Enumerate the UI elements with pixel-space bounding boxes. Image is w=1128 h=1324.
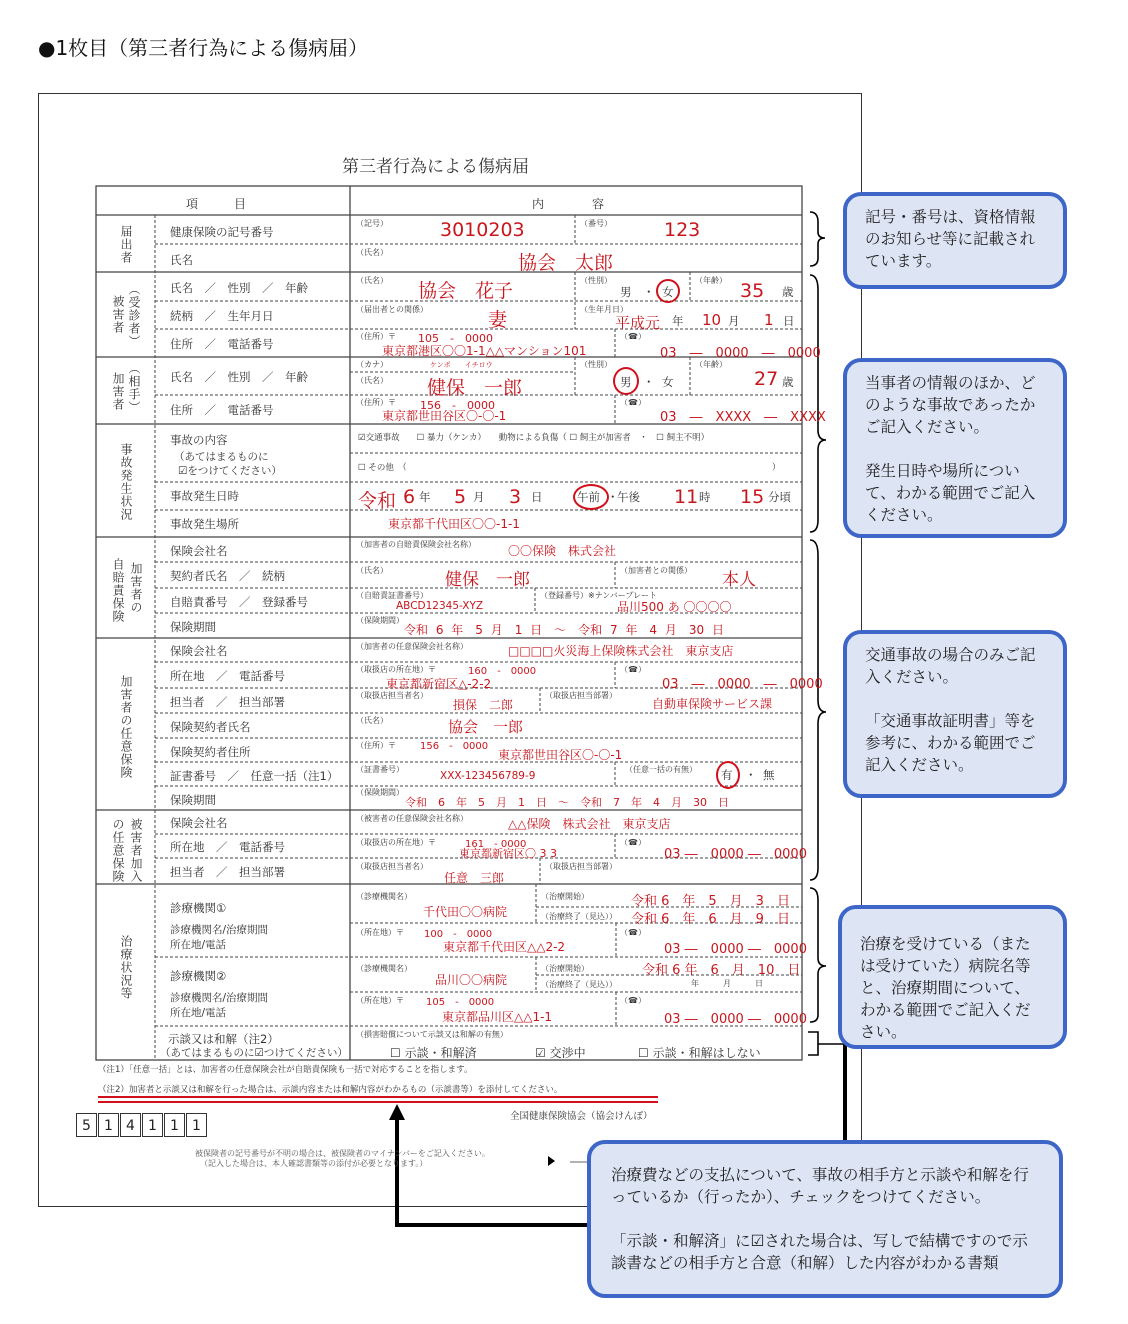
value-n-czip[interactable]: 156 - 0000 [420, 741, 489, 752]
value-h2-start[interactable]: 令和 6 年 6 月 10 日 [642, 963, 801, 978]
item-h1-sub1: 診療機関名/治療期間 [170, 924, 269, 936]
value-kigou[interactable]: 3010203 [440, 219, 525, 241]
label-h2-name: （診療機関名） [356, 964, 412, 973]
label-c-period: （保険期間） [356, 616, 404, 625]
value-n-period[interactable]: 令和 6 年 5 月 1 日 ～ 令和 7 年 4 月 30 日 [405, 796, 729, 809]
callout-text: 記号・番号は、資格情報のお知らせ等に記載されています。 [865, 208, 1036, 270]
value-h1-start[interactable]: 令和 6 年 5 月 3 日 [631, 894, 790, 909]
value-v-birth-day[interactable]: 1 [764, 311, 774, 329]
label-c-company: （加害者の自賠責保険会社名称） [356, 540, 476, 549]
acc-day-unit: 日 [531, 490, 543, 504]
value-c-period[interactable]: 令和 6 年 5 月 1 日 ～ 令和 7 年 4 月 30 日 [404, 623, 724, 637]
item-n-loc: 所在地 ／ 電話番号 [170, 669, 285, 683]
form-number-digit: 1 [98, 1113, 119, 1137]
section-accident: 事故発生状況 [119, 443, 133, 521]
item-v-name: 氏名 ／ 性別 ／ 年齢 [170, 281, 308, 295]
value-o-zip[interactable]: 156 - 0000 [420, 399, 495, 412]
item-h1-sub2: 所在地/電話 [170, 939, 227, 951]
value-v-birth-era[interactable]: 平成元 [615, 314, 661, 332]
value-acc-hour[interactable]: 11 [674, 486, 699, 508]
value-p-tel[interactable]: 03 ― 0000 ― 0000 [664, 847, 807, 862]
item-p-loc: 所在地 ／ 電話番号 [170, 840, 285, 854]
footnote-1: 被保険者の記号番号が不明の場合は、被保険者のマイナンバーをご記入ください。 [195, 1149, 490, 1158]
acc-pm[interactable]: 午後 [617, 490, 640, 504]
value-notifier-name[interactable]: 協会 太郎 [518, 252, 614, 274]
value-v-tel[interactable]: 03 ― 0000 ― 0000 [660, 346, 821, 361]
label-n-company: （加害者の任意保険会社名称） [356, 642, 468, 651]
section-victim-sub: （受診者） [127, 283, 141, 348]
item-settle-hint: （あてはまるものに☑つけてください） [160, 1047, 348, 1059]
value-h1-tel[interactable]: 03 ― 0000 ― 0000 [664, 942, 807, 957]
birth-year-unit: 年 [672, 314, 684, 328]
item-insurance-no: 健康保険の記号番号 [170, 225, 274, 239]
selected-circle [716, 761, 740, 789]
birth-month-unit: 月 [728, 314, 740, 328]
item-n-cert: 証書番号 ／ 任意一括（注1） [170, 769, 339, 783]
label-h2-start: （治療開始） [541, 964, 589, 973]
value-h2-addr[interactable]: 東京都品川区△△1-1 [442, 1010, 553, 1024]
section-voluntary: 加害者の任意保険 [119, 675, 133, 779]
label-p-company: （被害者の任意保険会社名称） [356, 814, 468, 823]
label-v-rel: （届出者との関係） [356, 305, 428, 314]
section-cali: 自賠責保険 [111, 558, 125, 623]
value-n-company[interactable]: □□□□火災海上保険株式会社 東京支店 [508, 644, 734, 658]
label-name: （氏名） [356, 248, 388, 257]
value-c-company[interactable]: 〇〇保険 株式会社 [508, 544, 617, 558]
value-h1-name[interactable]: 千代田〇〇病院 [423, 905, 508, 919]
page-title: ●1枚目（第三者行為による傷病届） [38, 36, 369, 60]
callout-treatment [838, 905, 1067, 1049]
item-acc-hint2: ☑をつけてください） [178, 465, 282, 477]
note-2: （注2）加害者と示談又は和解を行った場合は、示談内容または和解内容がわかるもの（示談書等）を添付してください。 [98, 1085, 563, 1095]
callout-text: 「交通事故証明書」等を参考に、わかる範囲でご記入ください。 [865, 712, 1036, 774]
label-n-staff: （取扱店担当者名） [356, 691, 428, 700]
label-h1-tel: （☎） [620, 928, 646, 937]
label-h2-addr: （所在地）〒 [356, 996, 404, 1005]
label-o-name: （氏名） [356, 376, 388, 385]
acc-hour-unit: 時 [699, 490, 711, 504]
label-v-tel: （☎） [620, 332, 646, 341]
value-c-rel[interactable]: 本人 [722, 570, 756, 590]
label-o-sex: （性別） [580, 360, 612, 369]
o-sex-male[interactable]: 男 [620, 375, 632, 389]
label-c-name: （氏名） [356, 566, 388, 575]
item-h2-sub2: 所在地/電話 [170, 1007, 227, 1019]
acc-am[interactable]: 午前 [577, 490, 600, 504]
form-number-digit: 1 [142, 1113, 163, 1137]
value-n-dept[interactable]: 自動車保険サービス課 [652, 697, 773, 711]
label-h2-tel: （☎） [620, 996, 646, 1005]
value-n-zip[interactable]: 160 - 0000 [468, 666, 537, 677]
v-sex-male[interactable]: 男 [620, 285, 632, 299]
callout-text: 治療を受けている（または受けていた）病院名等と、治療期間について、わかる範囲でご記入ください。 [860, 935, 1031, 1041]
v-sex-female[interactable]: 女 [662, 285, 674, 299]
value-v-name[interactable]: 協会 花子 [418, 280, 514, 302]
section-victim-ins: の任意保険 [111, 818, 125, 883]
value-v-rel[interactable]: 妻 [488, 309, 508, 331]
selected-circle [613, 367, 639, 395]
value-h2-tel[interactable]: 03 ― 0000 ― 0000 [664, 1012, 807, 1027]
callout-text: 「示談・和解済」に☑された場合は、写しで結構ですので示談書などの相手方と合意（和解）した内容がわかる書類 [611, 1232, 1028, 1272]
value-p-addr[interactable]: 東京都新宿区〇 3 3 [459, 847, 557, 860]
value-acc-day[interactable]: 3 [509, 486, 522, 508]
label-n-cert: （証書番号） [356, 765, 404, 774]
item-v-rel: 続柄 ／ 生年月日 [170, 309, 274, 323]
acc-year-unit: 年 [419, 490, 431, 504]
value-v-age[interactable]: 35 [740, 280, 765, 302]
item-n-caddr: 保険契約者住所 [170, 745, 251, 759]
o-sex-female[interactable]: 女 [662, 375, 674, 389]
label-c-reg: （登録番号）※ナンバープレート [540, 591, 658, 600]
callout-text: 発生日時や場所について、わかる範囲でご記入ください。 [865, 462, 1036, 524]
label-n-ikkatsu: （任意一括の有無） [625, 765, 697, 774]
value-n-caddr[interactable]: 東京都世田谷区〇-〇-1 [498, 748, 623, 762]
label-h2-end: （治療終了（見込）） [541, 980, 617, 989]
label-p-tel: （☎） [620, 838, 646, 847]
label-c-rel: （加害者との関係） [620, 566, 692, 575]
value-acc-min[interactable]: 15 [740, 486, 765, 508]
form-number-digit: 1 [186, 1113, 207, 1137]
form-title: 第三者行為による傷病届 [342, 157, 529, 177]
callout-settlement [587, 1140, 1063, 1298]
value-o-age[interactable]: 27 [754, 368, 779, 390]
callout-text: 当事者の情報のほか、どのような事故であったかご記入ください。 [865, 374, 1036, 436]
label-h1-name: （診療機関名） [356, 892, 412, 901]
label-o-kana: （カナ） [356, 360, 388, 369]
ikkatsu-no[interactable]: 無 [763, 768, 775, 782]
ikkatsu-dot: ・ [745, 768, 757, 782]
settle-negotiating-checkbox[interactable]: ☑ 交渉中 [535, 1046, 586, 1060]
label-o-age: （年齢） [695, 360, 727, 369]
label-o-addr: （住所）〒 [356, 398, 396, 407]
section-cali-sub: 加害者の [129, 562, 143, 614]
item-o-name: 氏名 ／ 性別 ／ 年齢 [170, 370, 308, 384]
item-acc-hint1: （あてはまるものに [174, 451, 269, 463]
value-h1-end[interactable]: 令和 6 年 6 月 9 日 [631, 912, 790, 927]
value-acc-month[interactable]: 5 [454, 486, 467, 508]
item-settle: 示談又は和解（注2） [168, 1032, 279, 1046]
value-c-reg[interactable]: 品川500 あ 〇〇〇〇 [617, 600, 732, 614]
callout-text: 交通事故の場合のみご記入ください。 [865, 646, 1036, 686]
section-victim: 被害者 [111, 295, 125, 334]
value-o-tel[interactable]: 03 ― XXXX ― XXXX [660, 410, 826, 425]
callout-traffic-accident [843, 630, 1067, 798]
label-p-dept: （取扱店担当部署） [545, 862, 617, 871]
value-p-company[interactable]: △△保険 株式会社 東京支店 [508, 817, 671, 831]
value-acc-year[interactable]: 6 [403, 486, 416, 508]
header-content: 内 容 [532, 197, 605, 211]
label-p-addr: （取扱店の所在地）〒 [356, 838, 436, 847]
ikkatsu-yes[interactable]: 有 [721, 768, 733, 782]
footnote-2: （記入した場合は、本人確認書類等の添付が必要となります。） [200, 1159, 428, 1168]
label-n-dept: （取扱店担当部署） [545, 691, 617, 700]
o-age-unit: 歳 [782, 375, 794, 389]
label-bangou: （番号） [580, 219, 612, 228]
label-v-age: （年齢） [695, 276, 727, 285]
acc-ampm-dot: ・ [607, 490, 619, 504]
label-kigou: （記号） [356, 219, 388, 228]
item-h2-sub1: 診療機関名/治療期間 [170, 992, 269, 1004]
section-victim-ins-sub: 被害者加入 [129, 818, 143, 883]
organization: 全国健康保険協会（協会けんぽ） [510, 1111, 653, 1122]
selected-circle [656, 279, 680, 303]
acc-min-unit: 分頃 [768, 490, 791, 504]
value-n-tel[interactable]: 03 ― 0000 ― 0000 [662, 677, 823, 692]
v-age-unit: 歳 [782, 285, 794, 299]
value-h2-end[interactable]: 年 月 日 [691, 979, 763, 988]
value-o-kana[interactable]: ケンポ イチロウ [430, 361, 493, 369]
item-c-no: 自賠責番号 ／ 登録番号 [170, 595, 308, 609]
value-c-cert[interactable]: ABCD12345-XYZ [396, 600, 484, 612]
item-name: 氏名 [170, 253, 193, 267]
label-v-birth: （生年月日） [580, 305, 628, 314]
callout-text: 治療費などの支払について、事故の相手方と示談や和解を行っているか（行ったか）、チェックをつけてください。 [611, 1166, 1029, 1206]
value-acc-place[interactable]: 東京都千代田区〇〇-1-1 [388, 517, 520, 531]
label-h1-start: （治療開始） [541, 892, 589, 901]
acc-options[interactable]: ☑交通事故 ☐ 暴力（ケンカ） 動物による負傷（ ☐ 飼主が加害者 ・ ☐ 飼主不明） [358, 433, 710, 443]
settle-none-checkbox[interactable]: ☐ 示談・和解はしない [638, 1046, 761, 1060]
item-n-company: 保険会社名 [170, 644, 228, 658]
value-h1-zip[interactable]: 100 - 0000 [424, 929, 493, 940]
item-acc-place: 事故発生場所 [170, 517, 239, 531]
value-c-contractor[interactable]: 健保 一郎 [445, 570, 530, 590]
item-c-company: 保険会社名 [170, 544, 228, 558]
value-n-staff[interactable]: 損保 二郎 [453, 698, 514, 712]
value-bangou[interactable]: 123 [664, 219, 701, 241]
acc-other-close: ） [772, 463, 781, 473]
label-p-staff: （取扱店担当者名） [356, 862, 428, 871]
value-v-addr[interactable]: 東京都港区〇〇1-1△△マンション101 [382, 344, 587, 358]
value-o-name[interactable]: 健保 一郎 [427, 377, 523, 399]
item-c-period: 保険期間 [170, 620, 216, 634]
label-n-cname: （氏名） [356, 716, 388, 725]
v-sex-dot: ・ [643, 285, 655, 299]
item-p-company: 保険会社名 [170, 816, 228, 830]
section-offender: 加害者 [111, 372, 125, 411]
value-h1-addr[interactable]: 東京都千代田区△△2-2 [443, 940, 566, 954]
settle-done-checkbox[interactable]: ☐ 示談・和解済 [390, 1046, 477, 1060]
value-h2-zip[interactable]: 105 - 0000 [426, 997, 495, 1008]
form-number-digit: 4 [120, 1113, 141, 1137]
label-n-caddr: （住所）〒 [356, 741, 396, 750]
value-n-cname[interactable]: 協会 一郎 [448, 718, 524, 736]
label-o-tel: （☎） [620, 398, 646, 407]
value-p-staff[interactable]: 任意 三郎 [444, 871, 505, 885]
value-n-cert[interactable]: XXX-123456789-9 [440, 770, 536, 782]
item-o-addr: 住所 ／ 電話番号 [170, 403, 274, 417]
acc-month-unit: 月 [473, 490, 485, 504]
item-h2: 診療機関② [170, 969, 227, 983]
section-treatment: 治療状況等 [119, 935, 133, 1000]
label-settle-q: （損害賠償について示談又は和解の有無） [356, 1030, 508, 1039]
callout-party-info [843, 358, 1067, 538]
label-c-cert: （自賠責証書番号） [356, 591, 428, 600]
label-n-addr: （取扱店の所在地）〒 [356, 665, 436, 674]
label-v-name: （氏名） [356, 276, 388, 285]
label-n-tel: （☎） [620, 665, 646, 674]
callout-insurance-number [843, 192, 1067, 289]
section-notifier: 届出者 [119, 225, 133, 264]
section-offender-sub: （相手） [127, 362, 141, 414]
acc-other[interactable]: ☐ その他 （ [358, 463, 407, 473]
item-acc-content: 事故の内容 [170, 433, 228, 447]
note-1: （注1）「任意一括」とは、加害者の任意保険会社が自賠責保険も一括で対応することを指します。 [98, 1065, 473, 1075]
label-h1-addr: （所在地）〒 [356, 928, 404, 937]
item-n-staff: 担当者 ／ 担当部署 [170, 695, 285, 709]
item-c-contractor: 契約者氏名 ／ 続柄 [170, 569, 285, 583]
item-acc-date: 事故発生日時 [170, 489, 239, 503]
value-v-zip[interactable]: 105 - 0000 [418, 332, 493, 345]
value-v-birth-month[interactable]: 10 [702, 311, 722, 329]
item-h1: 診療機関① [170, 901, 227, 915]
label-h1-end: （治療終了（見込）） [541, 912, 617, 921]
item-n-cname: 保険契約者氏名 [170, 720, 251, 734]
label-v-sex: （性別） [580, 276, 612, 285]
item-n-period: 保険期間 [170, 793, 216, 807]
value-n-addr[interactable]: 東京都新宿区△-2-2 [386, 677, 492, 691]
o-sex-dot: ・ [643, 375, 655, 389]
label-v-addr: （住所）〒 [356, 332, 396, 341]
selected-circle [573, 484, 609, 510]
item-v-addr: 住所 ／ 電話番号 [170, 337, 274, 351]
label-n-period: （保険期間） [356, 788, 404, 797]
header-item: 項 目 [186, 197, 247, 211]
value-acc-era[interactable]: 令和 [358, 490, 397, 512]
form-number-digit: 5 [76, 1113, 97, 1137]
value-h2-name[interactable]: 品川〇〇病院 [435, 973, 508, 987]
form-number-digit: 1 [164, 1113, 185, 1137]
value-p-zip[interactable]: 161 - 0000 [465, 839, 527, 850]
birth-day-unit: 日 [783, 314, 795, 328]
item-p-staff: 担当者 ／ 担当部署 [170, 865, 285, 879]
value-o-addr[interactable]: 東京都世田谷区〇-〇-1 [382, 409, 507, 423]
